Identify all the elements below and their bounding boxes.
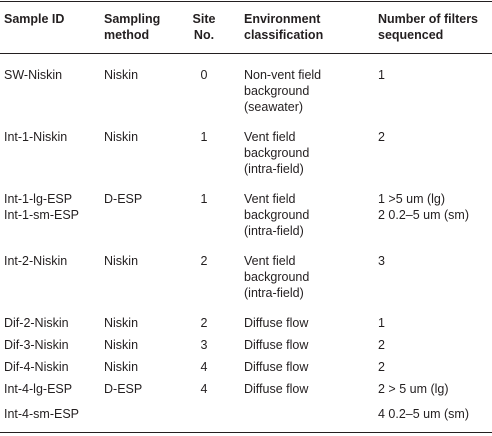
environment [244, 191, 309, 239]
sampling-method: Niskin [104, 316, 139, 330]
header-filters-line1: Number of filters [378, 12, 479, 26]
header-sample-id: Sample ID [4, 12, 65, 26]
sample-id [4, 191, 79, 223]
site-no: 4 [200, 360, 208, 374]
environment-line: background [244, 270, 310, 284]
environment [244, 67, 321, 115]
header-sampling-method-line1: Sampling [104, 12, 161, 26]
filters: 2 > 5 um (lg) [378, 382, 449, 396]
environment [244, 253, 309, 301]
environment-line: background [244, 146, 310, 160]
environment-line: Vent field [244, 192, 296, 206]
environment-line: background [244, 84, 310, 98]
environment [244, 129, 309, 177]
site-no: 0 [200, 68, 208, 82]
site-no: 3 [200, 338, 208, 352]
site-no: 2 [200, 254, 208, 268]
filters: 1 [378, 316, 385, 330]
bottom-rule [0, 432, 492, 433]
sampling-method: Niskin [104, 68, 139, 82]
filters-line: 1 >5 um (lg) [378, 192, 446, 206]
environment-line: (intra-field) [244, 162, 304, 176]
filters: 2 [378, 338, 385, 352]
environment-line: (intra-field) [244, 224, 304, 238]
filters: 3 [378, 254, 385, 268]
environment: Diffuse flow [244, 360, 309, 374]
header-site-no-line1: Site [192, 12, 216, 26]
filters-line: 2 0.2–5 um (sm) [378, 208, 470, 222]
header-rule [0, 53, 492, 54]
environment: Diffuse flow [244, 338, 309, 352]
sample-id: Int-2-Niskin [4, 254, 68, 268]
top-rule [0, 1, 492, 2]
sample-id: Dif-4-Niskin [4, 360, 69, 374]
environment-line: Non-vent field [244, 68, 322, 82]
site-no: 1 [200, 192, 208, 206]
sampling-method: Niskin [104, 130, 139, 144]
environment: Diffuse flow [244, 382, 309, 396]
sample-id: Dif-3-Niskin [4, 338, 69, 352]
environment-line: (intra-field) [244, 286, 304, 300]
header-filters-line2: sequenced [378, 28, 444, 42]
sampling-method: Niskin [104, 338, 139, 352]
environment-line: Vent field [244, 130, 296, 144]
site-no: 4 [200, 382, 208, 396]
sampling-method: D-ESP [104, 192, 143, 206]
filters: 2 [378, 360, 385, 374]
sample-id: Int-4-lg-ESP [4, 382, 73, 396]
environment-line: Vent field [244, 254, 296, 268]
sampling-method: D-ESP [104, 382, 143, 396]
header-site-no-line2: No. [193, 28, 215, 42]
filters: 2 [378, 130, 385, 144]
sampling-method: Niskin [104, 254, 139, 268]
environment-line: background [244, 208, 310, 222]
environment-line: (seawater) [244, 100, 304, 114]
header-number-of-filters [378, 11, 478, 43]
sample-id: SW-Niskin [4, 68, 63, 82]
site-no: 2 [200, 316, 208, 330]
sample-id: Int-1-Niskin [4, 130, 68, 144]
environment: Diffuse flow [244, 316, 309, 330]
filters [378, 191, 469, 223]
header-sampling-method-line2: method [104, 28, 150, 42]
header-environment-line2: classification [244, 28, 324, 42]
header-sampling-method [104, 11, 160, 43]
sample-id: Int-4-sm-ESP [4, 407, 80, 421]
sampling-method: Niskin [104, 360, 139, 374]
sample-id: Dif-2-Niskin [4, 316, 69, 330]
filters: 4 0.2–5 um (sm) [378, 407, 470, 421]
header-environment-classification [244, 11, 323, 43]
sample-id-line: Int-1-lg-ESP [4, 192, 73, 206]
header-environment-line1: Environment [244, 12, 321, 26]
site-no: 1 [200, 130, 208, 144]
sample-id-line: Int-1-sm-ESP [4, 208, 80, 222]
header-site-no [182, 11, 226, 43]
filters: 1 [378, 68, 385, 82]
